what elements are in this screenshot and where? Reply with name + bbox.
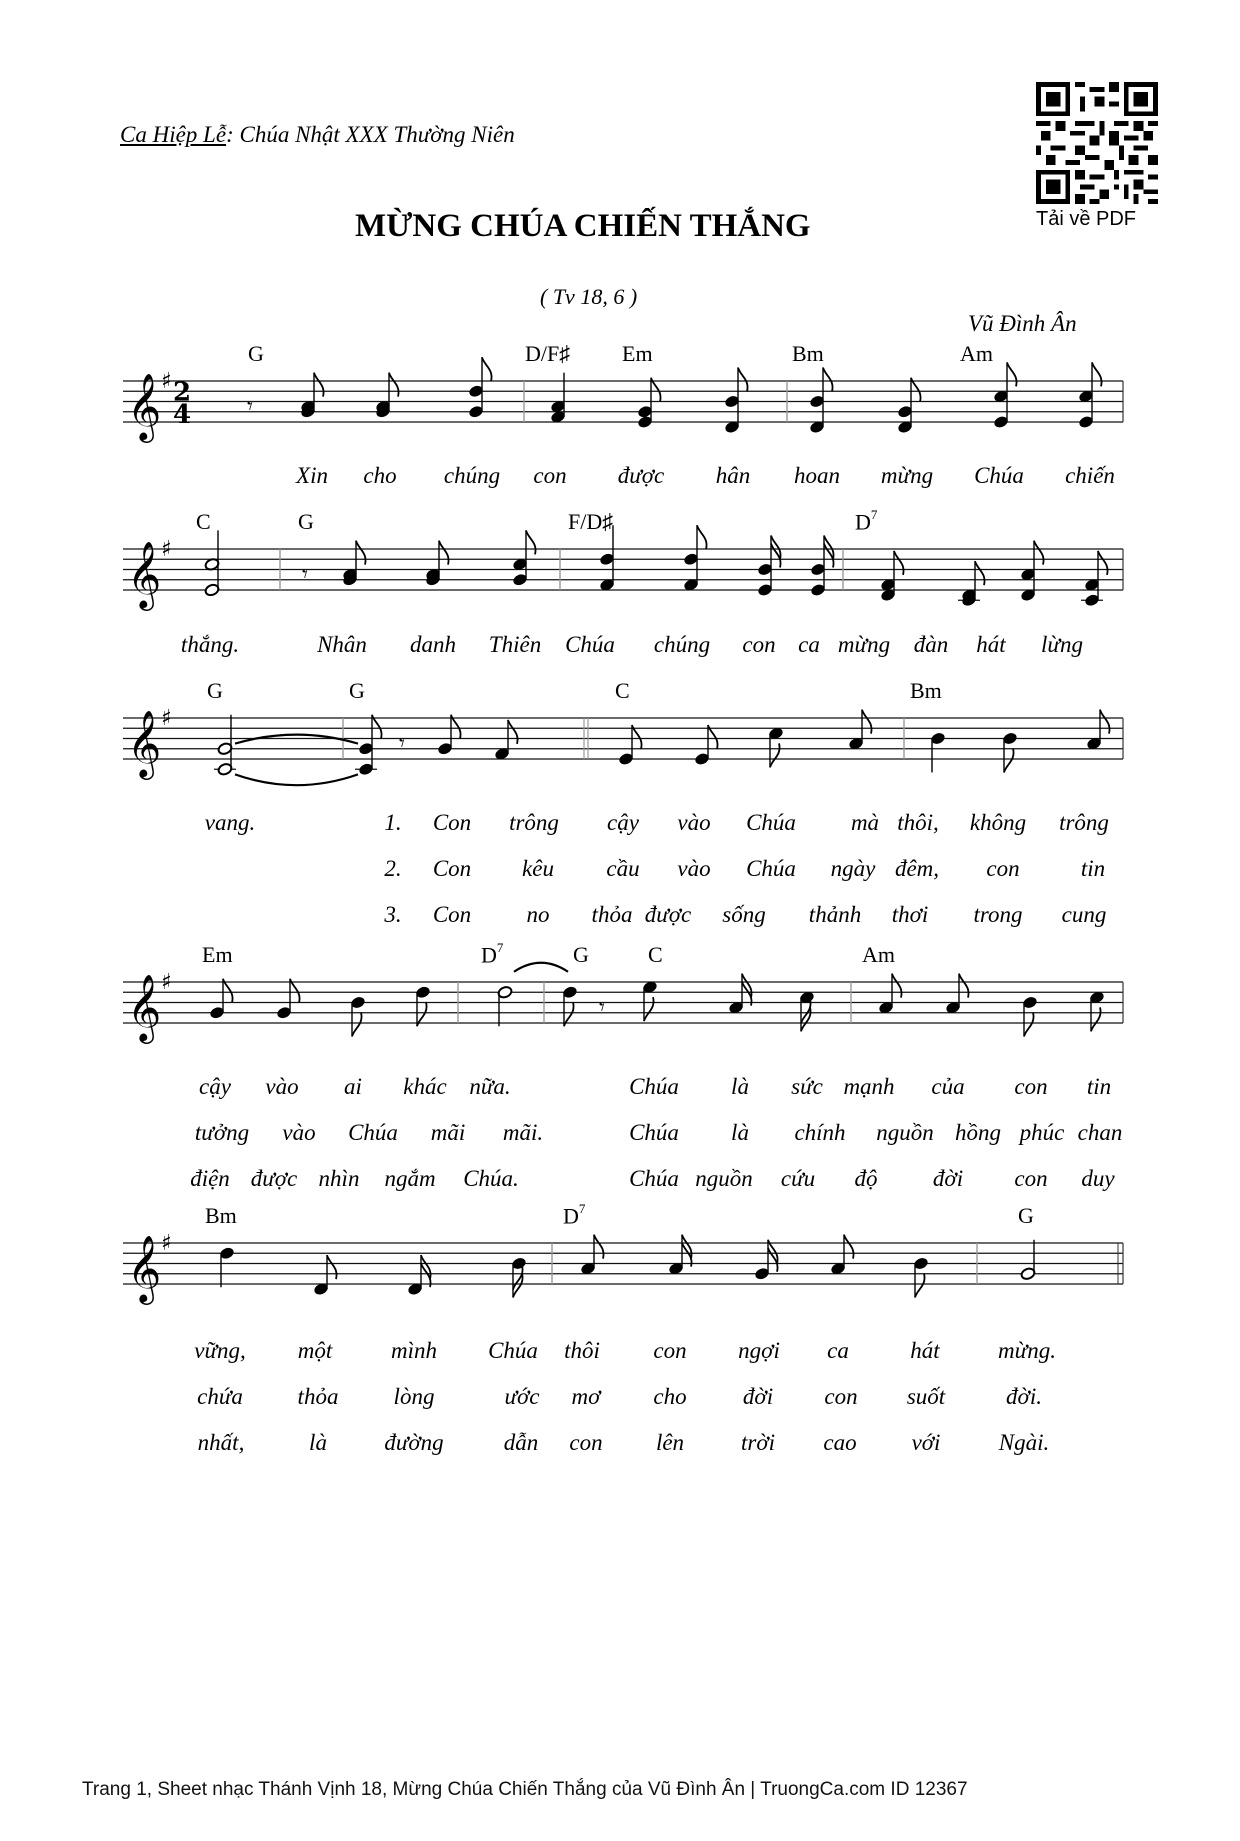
chord-symbol — [862, 942, 895, 968]
lyric-word: mãi. — [502, 1120, 544, 1145]
chord-symbol — [615, 678, 630, 704]
lyric-word: chính — [794, 1120, 846, 1145]
note-flag — [771, 544, 781, 568]
lyric-word: Chúa — [629, 1166, 679, 1191]
lyric-word: 1. — [384, 810, 402, 835]
lyric-word: con — [986, 856, 1020, 881]
song-title-text: MỪNG CHÚA CHIẾN THẮNG — [355, 208, 811, 244]
lyric-word: Nhân — [317, 632, 367, 657]
lyric-word: ca — [827, 1338, 849, 1363]
note-flag — [894, 551, 904, 575]
note-flag — [915, 1274, 925, 1298]
lyric-word: con — [653, 1338, 687, 1363]
lyric-word: Con — [432, 810, 472, 835]
note-flag — [1100, 710, 1110, 734]
lyric-word: thảnh — [808, 902, 862, 927]
lyric-word: trời — [740, 1430, 776, 1455]
note-flag — [508, 720, 518, 744]
lyric-word: thắng. — [180, 632, 240, 657]
time-signature-bottom: 4 — [173, 400, 192, 430]
note-flag — [356, 541, 366, 565]
eighth-rest-icon: 𝄾 — [599, 995, 605, 1021]
chord-name: D — [481, 942, 497, 968]
eighth-rest-icon: 𝄾 — [302, 562, 308, 588]
chord-name: G — [1018, 1203, 1034, 1228]
chord-name: C — [648, 942, 663, 967]
lyric-word: hân — [715, 463, 751, 488]
lyric-word: trong — [973, 902, 1023, 927]
chord-symbol — [648, 942, 663, 968]
chord-extension: 7 — [496, 940, 504, 955]
lyric-word: thôi — [564, 1338, 600, 1363]
lyric-word: con — [742, 632, 776, 657]
chord-symbol — [525, 341, 570, 367]
lyric-word: suốt — [906, 1384, 946, 1409]
sharp-key-signature-icon: ♯ — [161, 369, 172, 394]
chord-name: Em — [202, 942, 233, 967]
lyric-word: thôi, — [897, 810, 939, 835]
lyric-word: nhìn — [318, 1166, 360, 1191]
note-flag — [314, 373, 324, 397]
lyric-word: mừng — [880, 463, 934, 488]
lyric-word: với — [911, 1430, 941, 1455]
lyric-word: lừng — [1041, 632, 1083, 657]
lyric-word: kêu — [522, 856, 554, 881]
lyric-word: mừng. — [998, 1338, 1056, 1363]
lyric-word: Xin — [296, 463, 328, 488]
note-flag — [1007, 362, 1017, 386]
chord-name: Bm — [792, 341, 824, 366]
chord-extension: 7 — [870, 507, 878, 522]
lyric-word: no — [526, 902, 550, 927]
lyric-word: mà — [850, 810, 880, 835]
lyric-word: chan — [1077, 1120, 1123, 1145]
chord-name: Em — [622, 341, 653, 366]
note-flag — [644, 997, 654, 1021]
note-flag — [768, 1248, 778, 1272]
chord-name: G — [248, 341, 264, 366]
lyric-word: cầu — [606, 856, 640, 881]
lyric-word: lòng — [393, 1384, 435, 1409]
lyric-word: Con — [432, 856, 472, 881]
lyric-word: vào — [265, 1074, 299, 1099]
lyric-word: chiến — [1065, 463, 1115, 488]
lyric-word: Chúa — [629, 1120, 679, 1145]
chord-name: D — [855, 509, 871, 535]
chord-symbol — [855, 509, 877, 535]
treble-clef-icon: 𝄞 — [127, 973, 162, 1041]
lyric-word: ngợi — [738, 1338, 780, 1363]
note-flag — [959, 974, 969, 998]
lyric-word: cho — [653, 1384, 687, 1409]
note-flag — [1024, 1013, 1034, 1037]
chord-symbol — [573, 942, 589, 968]
sharp-key-signature-icon: ♯ — [161, 537, 172, 562]
lyric-word: mừng — [837, 632, 891, 657]
note-flag — [738, 368, 748, 392]
chord-name: Bm — [205, 1203, 237, 1228]
lyric-word: vào — [677, 810, 711, 835]
sharp-key-signature-icon: ♯ — [161, 970, 172, 995]
chord-symbol — [248, 341, 264, 367]
lyric-word: vang. — [204, 810, 256, 835]
chord-symbol — [568, 509, 613, 535]
lyric-word: chúng — [653, 632, 711, 657]
lyric-word: trông — [509, 810, 559, 835]
lyric-word: mạnh — [843, 1074, 895, 1099]
chord-name: D — [563, 1203, 579, 1229]
lyric-word: 2. — [384, 856, 402, 881]
note-flag — [439, 541, 449, 565]
time-signature-top: 2 — [173, 377, 192, 408]
note-flag — [824, 544, 834, 568]
note-flag — [1098, 551, 1108, 575]
chord-extension: 7 — [578, 1201, 586, 1216]
lyric-word: 3. — [384, 902, 402, 927]
lyric-word: con — [569, 1430, 603, 1455]
chord-symbol — [792, 341, 824, 367]
note-flag — [482, 357, 492, 381]
lyric-word: Chúa — [348, 1120, 398, 1145]
note-flag — [513, 1266, 523, 1290]
note-flag — [892, 974, 902, 998]
lyric-word: Con — [432, 902, 472, 927]
chord-symbol — [207, 678, 223, 704]
lyric-word: cho — [363, 463, 397, 488]
lyric-word: cung — [1061, 902, 1107, 927]
lyric-word: con — [824, 1384, 858, 1409]
note-flag — [844, 1235, 854, 1259]
lyric-word: chúng — [443, 463, 501, 488]
lyric-word: thơi — [891, 902, 929, 927]
lyric-word: hồng — [955, 1120, 1001, 1145]
page-footer: Trang 1, Sheet nhạc Thánh Vịnh 18, Mừng Chúa Chiến Thắng của Vũ Đình Ân | TruongCa.com ID 12367 — [82, 1779, 968, 1800]
lyric-word: sống — [722, 902, 766, 927]
lyric-word: đêm, — [894, 856, 940, 881]
lyric-word: nguồn — [876, 1120, 934, 1145]
lyric-word: hoan — [794, 463, 840, 488]
chord-name: C — [615, 678, 630, 703]
chord-symbol — [910, 678, 942, 704]
lyric-word: ngày — [830, 856, 876, 881]
chord-symbol — [563, 1203, 585, 1229]
composer-name: Vũ Đình Ân — [968, 311, 1077, 336]
lyric-word: không — [969, 810, 1027, 835]
psalm-reference: ( Tv 18, 6 ) — [540, 284, 638, 309]
lyric-word: con — [1014, 1166, 1048, 1191]
lyric-word: đường — [384, 1430, 444, 1455]
lyric-word: nhất, — [197, 1430, 245, 1455]
download-pdf-link[interactable]: Tải về PDF — [1036, 208, 1137, 230]
lyric-word: Ngài. — [998, 1430, 1050, 1455]
lyric-word: sức — [791, 1074, 823, 1099]
lyric-word: Chúa — [746, 810, 796, 835]
lyric-word: đàn — [913, 632, 949, 657]
lyric-word: khác — [403, 1074, 447, 1099]
note-flag — [1004, 749, 1014, 773]
note-flag — [1092, 362, 1102, 386]
treble-clef-icon: 𝄞 — [127, 709, 162, 777]
chord-symbol — [960, 341, 993, 367]
lyric-word: một — [297, 1338, 333, 1363]
lyric-word: nguồn — [695, 1166, 753, 1191]
lyric-word: Chúa — [974, 463, 1024, 488]
note-flag — [697, 525, 707, 549]
tie-slur — [514, 963, 568, 972]
note-flag — [327, 1255, 337, 1279]
eighth-rest-icon: 𝄾 — [247, 394, 253, 420]
lyric-word: hát — [976, 632, 1006, 657]
note-flag — [975, 561, 985, 585]
chord-symbol — [202, 942, 233, 968]
chord-symbol — [196, 509, 211, 535]
lyric-word: vào — [282, 1120, 316, 1145]
occasion-value: : Chúa Nhật XXX Thường Niên — [226, 122, 515, 147]
lyric-word: là — [731, 1074, 749, 1099]
lyric-word: cao — [823, 1430, 857, 1455]
lyric-word: cậy — [199, 1074, 231, 1099]
lyric-word: vào — [677, 856, 711, 881]
treble-clef-icon: 𝄞 — [127, 1234, 162, 1302]
lyric-word: danh — [410, 632, 456, 657]
note-flag — [1034, 541, 1044, 565]
lyric-word: đời — [932, 1166, 964, 1191]
note-flag — [352, 1013, 362, 1037]
lyric-word: nữa. — [469, 1074, 511, 1099]
lyric-word: ước — [504, 1384, 540, 1409]
note-flag — [526, 530, 536, 554]
chord-name: G — [298, 509, 314, 534]
lyric-word: dẫn — [503, 1430, 539, 1455]
lyric-word: thỏa — [297, 1384, 339, 1409]
lyric-word: của — [931, 1074, 965, 1099]
lyric-word: lên — [655, 1430, 685, 1455]
lyric-word: đời — [742, 1384, 774, 1409]
treble-clef-icon: 𝄞 — [127, 372, 162, 440]
chord-symbol — [481, 942, 503, 968]
lyric-word: hát — [910, 1338, 940, 1363]
chord-name: D/F♯ — [525, 341, 571, 366]
chord-name: Am — [960, 341, 993, 366]
chord-name: G — [349, 678, 365, 703]
lyric-word: mơ — [571, 1384, 601, 1409]
lyric-word: cậy — [607, 810, 639, 835]
occasion-label: Ca Hiệp Lễ — [120, 122, 227, 147]
lyric-word: Chúa — [629, 1074, 679, 1099]
chord-name: C — [196, 509, 211, 534]
chord-name: G — [207, 678, 223, 703]
chord-symbol — [298, 509, 314, 535]
lyric-word: tin — [1086, 1074, 1112, 1099]
chord-name: F/D♯ — [568, 509, 614, 534]
lyric-word: được — [617, 463, 665, 488]
lyric-word: là — [309, 1430, 327, 1455]
tie-slur — [235, 774, 358, 785]
chord-name: Am — [862, 942, 895, 967]
chord-name: G — [573, 942, 589, 967]
sharp-key-signature-icon: ♯ — [161, 1231, 172, 1256]
lyric-word: tin — [1080, 856, 1106, 881]
lyric-word: trông — [1059, 810, 1109, 835]
note-flag — [389, 373, 399, 397]
lyric-word: Chúa. — [463, 1166, 519, 1191]
lyric-word: duy — [1081, 1166, 1115, 1191]
note-flag — [862, 710, 872, 734]
lyric-word: con — [1014, 1074, 1048, 1099]
lyric-word: Chúa — [488, 1338, 538, 1363]
chord-symbol — [349, 678, 365, 704]
chord-symbol — [622, 341, 653, 367]
lyric-word: con — [533, 463, 567, 488]
lyric-word: được — [644, 902, 692, 927]
lyric-word: vững, — [194, 1338, 246, 1363]
lyric-word: Chúa — [746, 856, 796, 881]
lyric-word: đời. — [1006, 1384, 1042, 1409]
chord-name: Bm — [910, 678, 942, 703]
treble-clef-icon: 𝄞 — [127, 540, 162, 608]
note-flag — [770, 743, 780, 767]
lyric-word: chứa — [197, 1384, 243, 1409]
lyric-word: mãi — [430, 1120, 466, 1145]
lyric-word: mình — [391, 1338, 437, 1363]
lyric-word: điện — [190, 1166, 230, 1191]
sharp-key-signature-icon: ♯ — [161, 706, 172, 731]
lyric-word: cứu — [780, 1166, 816, 1191]
eighth-rest-icon: 𝄾 — [399, 731, 405, 757]
lyric-word: ngắm — [384, 1166, 436, 1191]
lyric-word: tưởng — [194, 1120, 250, 1145]
lyric-word: ai — [344, 1074, 362, 1099]
lyric-word: ca — [798, 632, 820, 657]
lyric-word: Thiên — [488, 632, 542, 657]
note-flag — [823, 368, 833, 392]
lyric-word: thỏa — [591, 902, 633, 927]
lyric-word: phúc — [1019, 1120, 1065, 1145]
note-flag — [594, 1235, 604, 1259]
lyric-word: Chúa — [565, 632, 615, 657]
lyric-word: được — [250, 1166, 298, 1191]
lyric-word: là — [731, 1120, 749, 1145]
chord-symbol — [205, 1203, 237, 1229]
lyric-word: độ — [854, 1166, 878, 1191]
chord-symbol — [1018, 1203, 1034, 1229]
note-flag — [1091, 1007, 1101, 1031]
